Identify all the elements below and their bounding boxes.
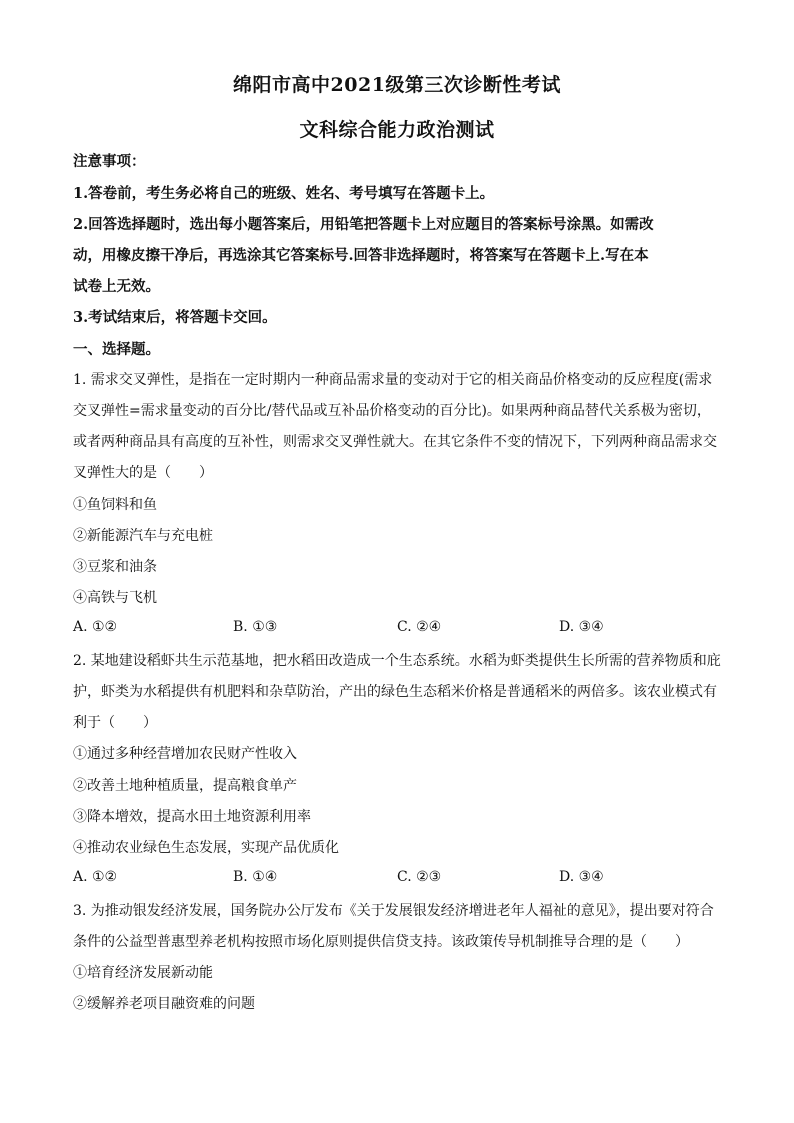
- notice-item-1: 1.答卷前，考生务必将自己的班级、姓名、考号填写在答题卡上。: [73, 185, 495, 202]
- q1-stem-line-3: 或者两种商品具有高度的互补性，则需求交叉弹性就大。在其它条件不变的情况下，下列两种商品需求交: [73, 434, 717, 450]
- q2-stem-line-3: 利于（ ）: [73, 715, 157, 731]
- notice-heading: 注意事项：: [73, 153, 146, 170]
- q2-stem-line-2: 护，虾类为水稻提供有机肥料和杂草防治，产出的绿色生态稻米价格是普通稻米的两倍多。该农业模式有: [73, 684, 717, 700]
- q1-statement-1: ①鱼饲料和鱼: [73, 497, 157, 513]
- q1-options: [73, 619, 725, 639]
- notice-item-2-line-2: 动，用橡皮擦干净后，再选涂其它答案标号.回答非选择题时，将答案写在答题卡上.写在本: [73, 247, 649, 264]
- q2-statement-2: ②改善土地种植质量，提高粮食单产: [73, 778, 297, 794]
- notice-item-3: 3.考试结束后，将答题卡交回。: [73, 309, 277, 326]
- q1-option-d[interactable]: D. ③④: [559, 619, 604, 635]
- q2-options: [73, 869, 725, 889]
- section-heading: 一、选择题。: [73, 341, 160, 358]
- q2-statement-1: ①通过多种经营增加农民财产性收入: [73, 746, 297, 762]
- q2-option-b[interactable]: B. ①④: [233, 869, 278, 885]
- notice-item-2-line-3: 试卷上无效。: [73, 278, 160, 295]
- q1-stem-line-1: 1. 需求交叉弹性，是指在一定时期内一种商品需求量的变动对于它的相关商品价格变动的反应程度(需求: [73, 372, 713, 388]
- q1-option-b[interactable]: B. ①③: [233, 619, 278, 635]
- q2-statement-3: ③降本增效，提高水田土地资源利用率: [73, 809, 311, 825]
- q1-stem-line-2: 交叉弹性=需求量变动的百分比/替代品或互补品价格变动的百分比)。如果两种商品替代关系极为密切，: [73, 403, 711, 419]
- q1-statement-4: ④高铁与飞机: [73, 590, 157, 606]
- q1-stem-line-4: 叉弹性大的是（ ）: [73, 465, 213, 481]
- q2-option-c[interactable]: C. ②③: [397, 869, 442, 885]
- q3-statement-1: ①培育经济发展新动能: [73, 965, 213, 981]
- exam-subtitle: 文科综合能力政治测试: [299, 119, 495, 141]
- q2-statement-4: ④推动农业绿色生态发展，实现产品优质化: [73, 840, 339, 856]
- q3-statement-2: ②缓解养老项目融资难的问题: [73, 996, 255, 1012]
- q1-option-c[interactable]: C. ②④: [397, 619, 442, 635]
- notice-item-2-line-1: 2.回答选择题时，选出每小题答案后，用铅笔把答题卡上对应题目的答案标号涂黑。如需改: [73, 216, 654, 233]
- q1-statement-2: ②新能源汽车与充电桩: [73, 528, 213, 544]
- q2-stem-line-1: 2. 某地建设稻虾共生示范基地，把水稻田改造成一个生态系统。水稻为虾类提供生长所需的营养物质和庇: [73, 653, 721, 669]
- exam-title: 绵阳市高中2021级第三次诊断性考试: [233, 74, 561, 96]
- q1-statement-3: ③豆浆和油条: [73, 559, 157, 575]
- q1-option-a[interactable]: A. ①②: [73, 619, 118, 635]
- q2-option-a[interactable]: A. ①②: [73, 869, 118, 885]
- q3-stem-line-2: 条件的公益型普惠型养老机构按照市场化原则提供信贷支持。该政策传导机制推导合理的是（ ）: [73, 934, 689, 950]
- q3-stem-line-1: 3. 为推动银发经济发展，国务院办公厅发布《关于发展银发经济增进老年人福祉的意见》，提出要对符合: [73, 903, 714, 919]
- q2-option-d[interactable]: D. ③④: [559, 869, 604, 885]
